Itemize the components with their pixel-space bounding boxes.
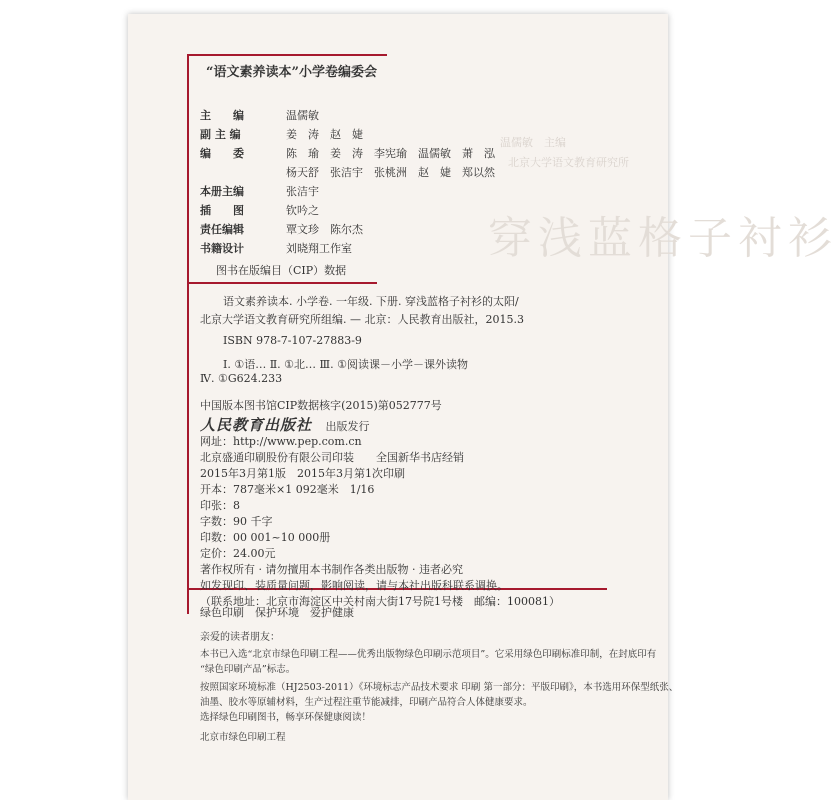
- green-paragraph: “绿色印刷产品”标志。: [200, 664, 296, 675]
- format-line: 开本：787毫米×1 092毫米 1/16: [200, 483, 375, 496]
- price-line: 定价：24.00元: [200, 547, 276, 560]
- publisher-logo: 人民教育出版社: [200, 416, 313, 434]
- red-vertical-rule: [187, 54, 189, 614]
- role-names: 张洁宇: [286, 185, 319, 198]
- role-label: 插 图: [200, 204, 244, 217]
- words-line: 字数：90 千字: [200, 515, 273, 528]
- cip-line: 北京大学语文教育研究所组编. — 北京：人民教育出版社，2015.3: [200, 313, 524, 326]
- show-through-line: 温儒敏 主编: [500, 136, 566, 149]
- copies-line: 印数：00 001~10 000册: [200, 531, 331, 544]
- publisher-line: [200, 414, 370, 435]
- red-top-rule: [187, 54, 387, 56]
- green-paragraph: 选择绿色印刷图书，畅享环保健康阅读！: [200, 712, 372, 723]
- role-names: 杨天舒 张洁宇 张桃洲 赵 婕 郑以然: [286, 166, 495, 179]
- address-line: （联系地址：北京市海淀区中关村南大街17号院1号楼 邮编：100081）: [200, 595, 560, 608]
- role-label: 主 编: [200, 109, 244, 122]
- show-through-text: 穿浅蓝格子衬衫: [488, 213, 838, 264]
- role-names: 钦吟之: [286, 204, 319, 217]
- green-paragraph: 油墨、胶水等原辅材料，生产过程注重节能减排，印刷产品符合人体健康要求。: [200, 697, 533, 708]
- cip-classification: Ⅳ. ①G624.233: [200, 372, 283, 385]
- committee-title: “语文素养读本”小学卷编委会: [206, 65, 377, 80]
- green-paragraph: 本书已入选“北京市绿色印刷工程——优秀出版物绿色印刷示范项目”。它采用绿色印刷标准印制，在封底印有: [200, 649, 657, 660]
- cip-classification: Ⅰ. ①语… Ⅱ. ①北… Ⅲ. ①阅读课－小学－课外读物: [223, 358, 468, 371]
- cip-core-number: 中国版本图书馆CIP数据核字(2015)第052777号: [200, 399, 442, 412]
- role-names: 姜 涛 赵 婕: [286, 128, 363, 141]
- publisher-issue: 出版发行: [325, 420, 370, 433]
- role-names: 温儒敏: [286, 109, 319, 122]
- role-label: 本册主编: [200, 185, 244, 198]
- sheets-line: 印张：8: [200, 499, 240, 512]
- quality-line: 如发现印、装质量问题，影响阅读，请与本社出版科联系调换。: [200, 579, 508, 592]
- cip-isbn: ISBN 978-7-107-27883-9: [223, 334, 362, 347]
- role-label: 责任编辑: [200, 223, 244, 236]
- green-greeting: 亲爱的读者朋友：: [200, 632, 280, 643]
- role-names: 覃文珍 陈尔杰: [286, 223, 363, 236]
- cip-line: 语文素养读本. 小学卷. 一年级. 下册. 穿浅蓝格子衬衫的太阳/: [223, 295, 519, 308]
- role-label: 编 委: [200, 147, 244, 160]
- rights-line: 著作权所有 · 请勿擅用本书制作各类出版物 · 违者必究: [200, 563, 463, 576]
- role-names: 陈 瑜 姜 涛 李宪瑜 温儒敏 萧 泓: [286, 147, 495, 160]
- green-signature: 北京市绿色印刷工程: [200, 732, 286, 743]
- red-mid-rule: [187, 282, 377, 284]
- edition-line: 2015年3月第1版 2015年3月第1次印刷: [200, 467, 405, 480]
- cip-heading: 图书在版编目（CIP）数据: [216, 264, 347, 277]
- printer-line: 北京盛通印刷股份有限公司印装 全国新华书店经销: [200, 451, 464, 464]
- copyright-page: [128, 14, 838, 800]
- green-paragraph: 按照国家环境标准（HJ2503-2011）《环境标志产品技术要求 印刷 第一部分：平版印刷》，本书选用环保型纸张、: [200, 682, 679, 693]
- role-label: 副 主 编: [200, 128, 241, 141]
- publisher-website: 网址：http://www.pep.com.cn: [200, 435, 362, 448]
- show-through-line: 北京大学语文教育研究所: [508, 156, 629, 169]
- role-names: 刘晓翔工作室: [286, 242, 352, 255]
- role-label: 书籍设计: [200, 242, 244, 255]
- green-slogan: 绿色印刷 保护环境 爱护健康: [200, 606, 354, 619]
